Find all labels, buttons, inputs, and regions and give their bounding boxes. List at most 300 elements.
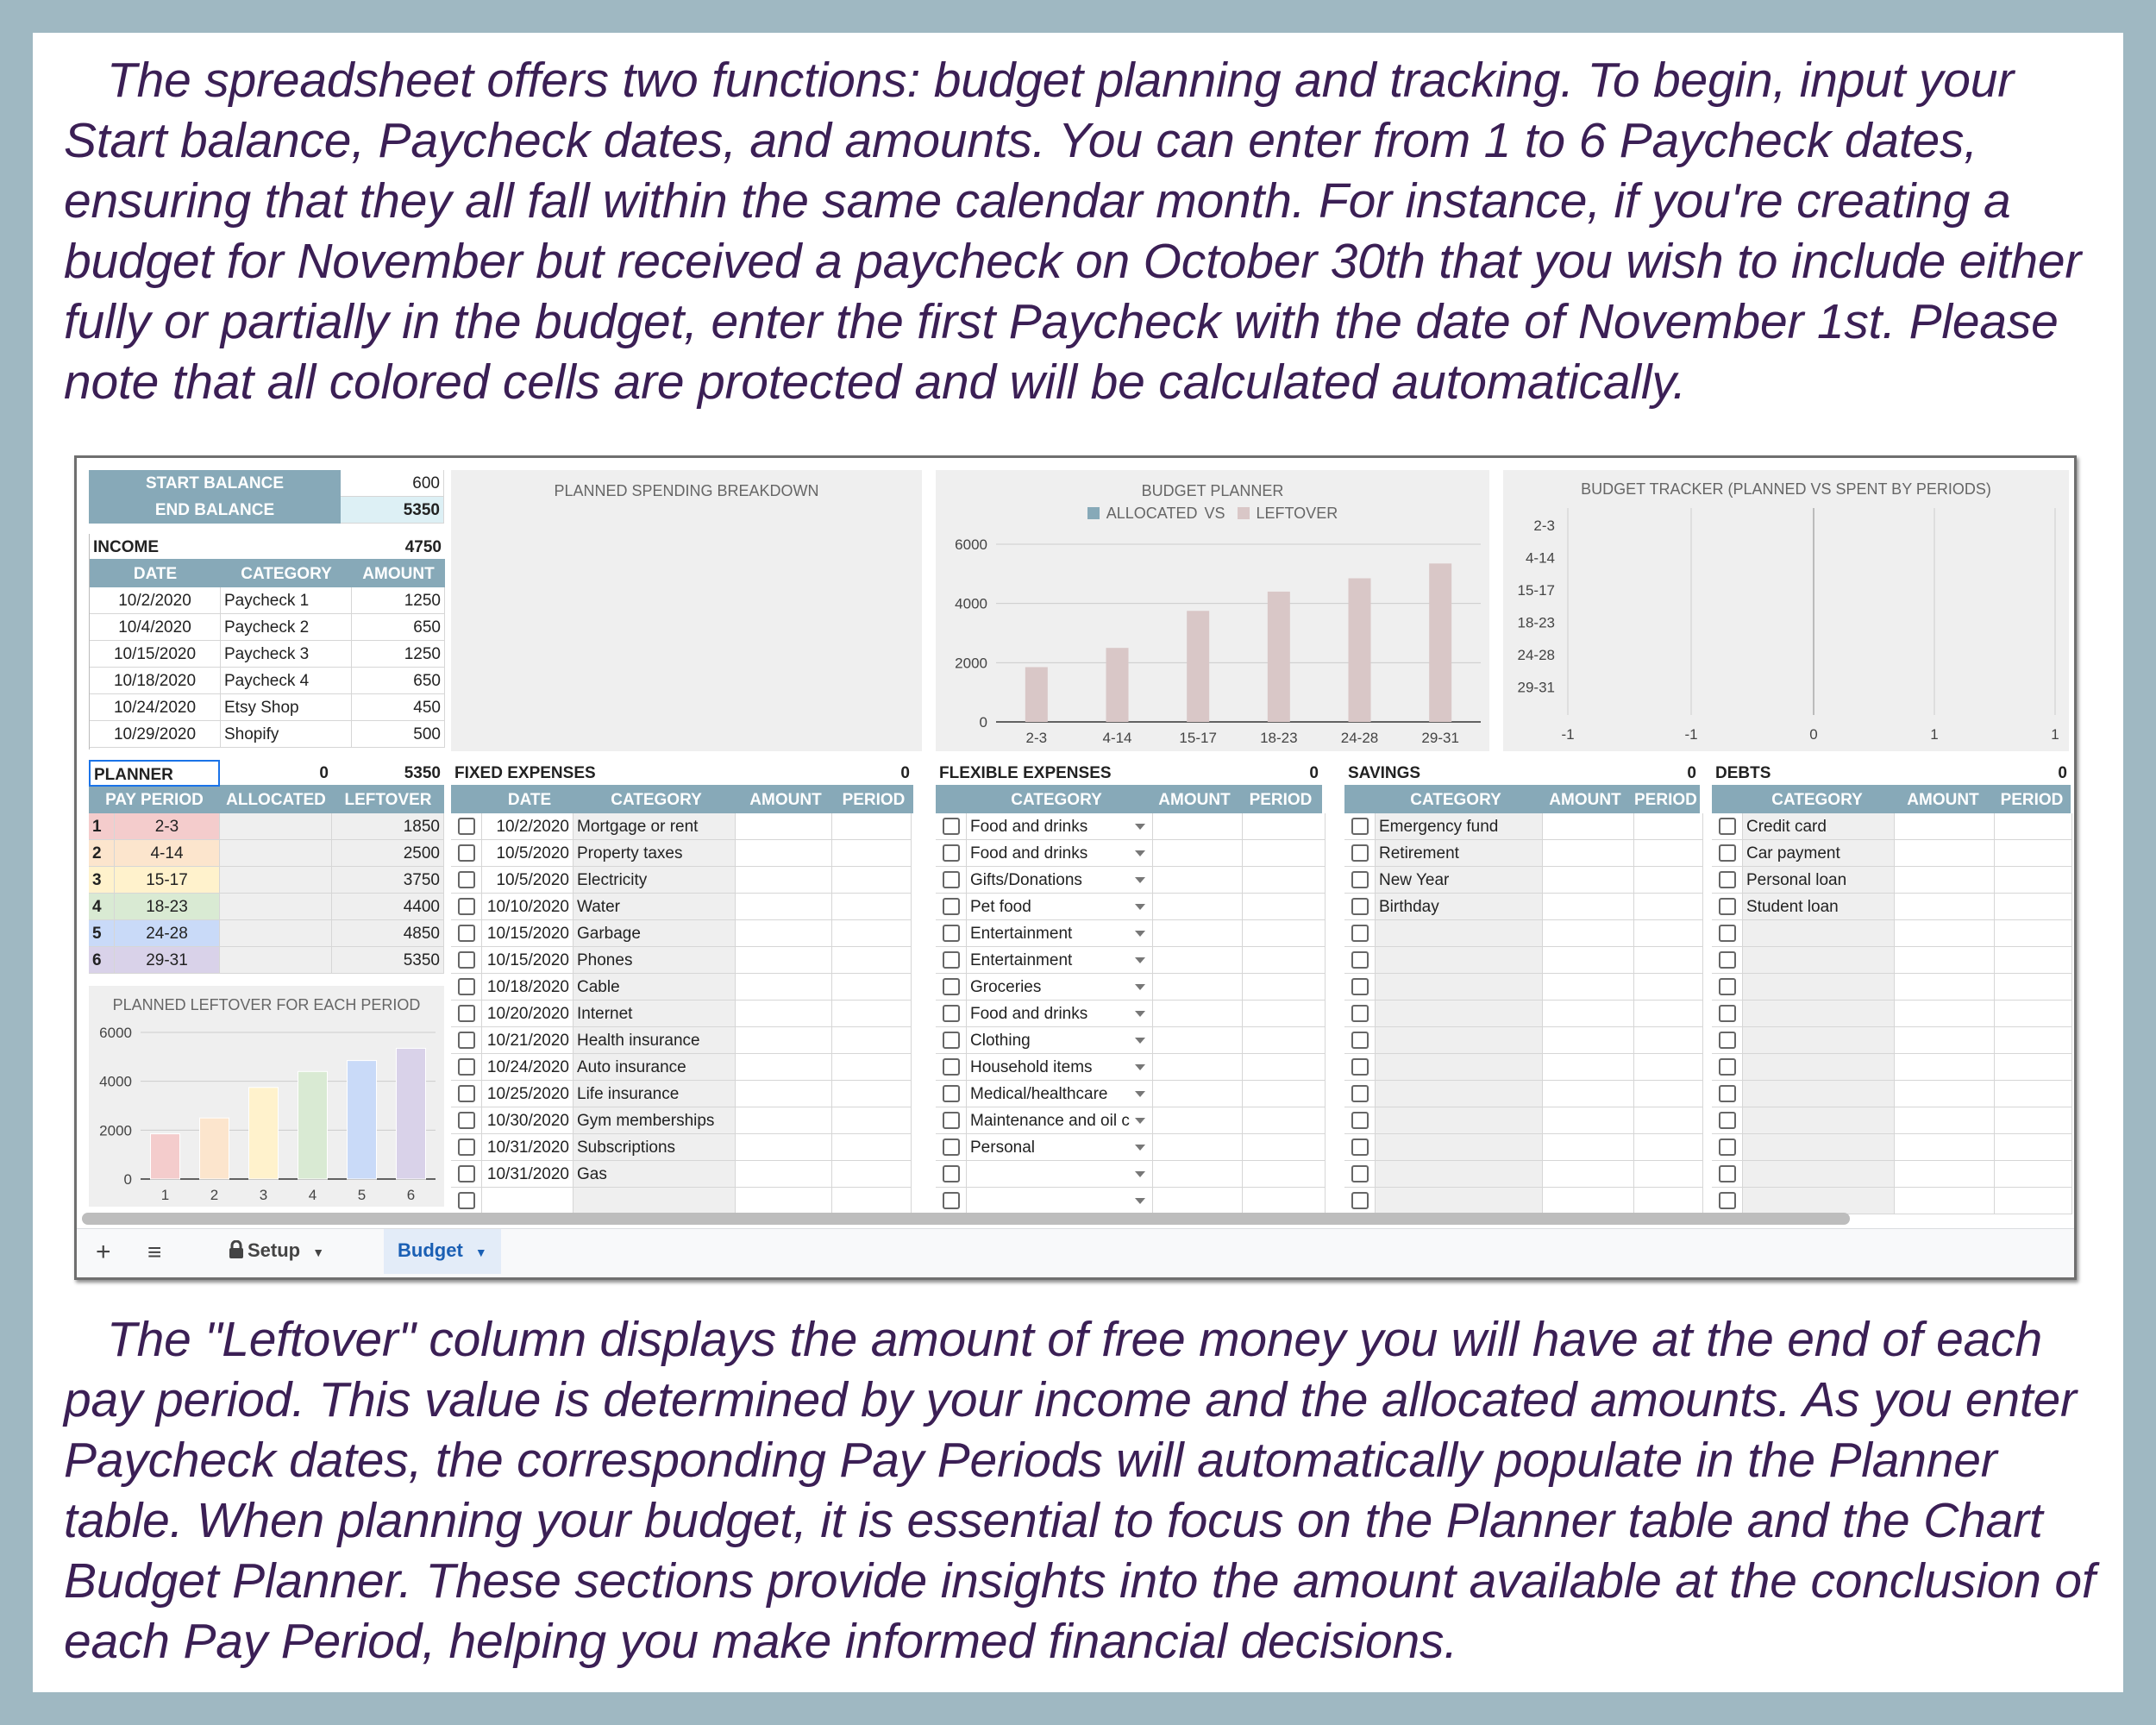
savings-category-cell[interactable] <box>1376 974 1543 1000</box>
dropdown-arrow-icon[interactable] <box>1135 1064 1145 1070</box>
savings-amount-cell[interactable] <box>1543 1188 1634 1214</box>
savings-category-cell[interactable] <box>1376 947 1543 974</box>
dropdown-arrow-icon[interactable] <box>1135 984 1145 990</box>
fixed-period-cell[interactable] <box>832 813 912 840</box>
income-category-cell[interactable]: Paycheck 2 <box>221 614 352 641</box>
debts-checkbox[interactable] <box>1712 920 1743 947</box>
flexible-checkbox[interactable] <box>936 867 967 894</box>
bar-4-14 <box>1106 648 1129 722</box>
fixed-amount-cell[interactable] <box>736 1054 832 1081</box>
fixed-date-cell[interactable]: 10/2/2020 <box>482 813 573 840</box>
income-amount-cell[interactable]: 650 <box>352 614 445 641</box>
income-date-cell[interactable]: 10/2/2020 <box>90 587 221 614</box>
flexible-period-cell[interactable] <box>1243 1000 1326 1027</box>
income-amount-cell[interactable]: 1250 <box>352 641 445 668</box>
fixed-row <box>451 1188 912 1214</box>
debts-checkbox[interactable] <box>1712 894 1743 920</box>
savings-period-cell[interactable] <box>1634 1188 1703 1214</box>
fixed-period-cell[interactable] <box>832 1107 912 1134</box>
debts-category-cell[interactable] <box>1743 1107 1895 1134</box>
savings-category-cell[interactable]: Emergency fund <box>1376 813 1543 840</box>
fixed-date-cell[interactable]: 10/5/2020 <box>482 840 573 867</box>
flexible-category-cell[interactable]: Food and drinks <box>967 1000 1153 1027</box>
fixed-category-cell[interactable]: Property taxes <box>573 840 736 867</box>
flexible-period-cell[interactable] <box>1243 947 1326 974</box>
debts-checkbox[interactable] <box>1712 1161 1743 1188</box>
debts-category-cell[interactable] <box>1743 1027 1895 1054</box>
debts-amount-cell[interactable] <box>1895 840 1995 867</box>
debts-period-cell[interactable] <box>1995 1081 2072 1107</box>
debts-period-cell[interactable] <box>1995 813 2072 840</box>
dropdown-arrow-icon[interactable] <box>1135 1171 1145 1177</box>
fixed-period-cell[interactable] <box>832 867 912 894</box>
savings-period-cell[interactable] <box>1634 974 1703 1000</box>
dropdown-arrow-icon[interactable] <box>1135 957 1145 963</box>
savings-checkbox[interactable] <box>1344 1107 1376 1134</box>
flexible-amount-cell[interactable] <box>1153 840 1243 867</box>
savings-checkbox[interactable] <box>1344 920 1376 947</box>
debts-amount-cell[interactable] <box>1895 1027 1995 1054</box>
flexible-period-cell[interactable] <box>1243 1161 1326 1188</box>
debts-amount-cell[interactable] <box>1895 894 1995 920</box>
flexible-checkbox[interactable] <box>936 1000 967 1027</box>
debts-checkbox[interactable] <box>1712 1081 1743 1107</box>
fixed-amount-cell[interactable] <box>736 813 832 840</box>
flexible-category-cell[interactable] <box>967 1188 1153 1214</box>
fixed-period-cell[interactable] <box>832 1134 912 1161</box>
savings-category-cell[interactable] <box>1376 1107 1543 1134</box>
savings-category-cell[interactable] <box>1376 1000 1543 1027</box>
dropdown-arrow-icon[interactable] <box>1135 1038 1145 1044</box>
fixed-period-cell[interactable] <box>832 1161 912 1188</box>
income-date-cell[interactable]: 10/24/2020 <box>90 694 221 721</box>
fixed-category-cell[interactable]: Gym memberships <box>573 1107 736 1134</box>
debts-amount-cell[interactable] <box>1895 1107 1995 1134</box>
start-balance-value[interactable]: 600 <box>341 470 444 497</box>
debts-checkbox[interactable] <box>1712 1107 1743 1134</box>
fixed-checkbox[interactable] <box>451 1027 482 1054</box>
debts-category-cell[interactable] <box>1743 1054 1895 1081</box>
debts-period-cell[interactable] <box>1995 974 2072 1000</box>
debts-amount-cell[interactable] <box>1895 1081 1995 1107</box>
fixed-date-cell[interactable]: 10/25/2020 <box>482 1081 573 1107</box>
savings-period-cell[interactable] <box>1634 813 1703 840</box>
fixed-checkbox[interactable] <box>451 1107 482 1134</box>
flexible-amount-cell[interactable] <box>1153 1081 1243 1107</box>
flexible-amount-cell[interactable] <box>1153 1161 1243 1188</box>
debts-checkbox[interactable] <box>1712 974 1743 1000</box>
flexible-amount-cell[interactable] <box>1153 1000 1243 1027</box>
dropdown-arrow-icon[interactable] <box>1135 1011 1145 1017</box>
debts-period-cell[interactable] <box>1995 1107 2072 1134</box>
flexible-period-cell[interactable] <box>1243 894 1326 920</box>
flexible-amount-cell[interactable] <box>1153 1134 1243 1161</box>
flexible-category-cell[interactable]: Food and drinks <box>967 840 1153 867</box>
savings-amount-cell[interactable] <box>1543 1161 1634 1188</box>
savings-amount-cell[interactable] <box>1543 1134 1634 1161</box>
flexible-category-cell[interactable] <box>967 1161 1153 1188</box>
debts-category-cell[interactable] <box>1743 974 1895 1000</box>
income-date-cell[interactable]: 10/4/2020 <box>90 614 221 641</box>
fixed-amount-cell[interactable] <box>736 974 832 1000</box>
savings-category-cell[interactable]: Retirement <box>1376 840 1543 867</box>
fixed-date-cell[interactable]: 10/31/2020 <box>482 1134 573 1161</box>
flexible-amount-cell[interactable] <box>1153 1054 1243 1081</box>
fixed-amount-cell[interactable] <box>736 840 832 867</box>
horizontal-scrollbar[interactable] <box>82 1213 1850 1225</box>
debts-category-cell[interactable]: Student loan <box>1743 894 1895 920</box>
fixed-checkbox[interactable] <box>451 947 482 974</box>
fixed-date-cell[interactable]: 10/18/2020 <box>482 974 573 1000</box>
fixed-amount-cell[interactable] <box>736 894 832 920</box>
fixed-amount-cell[interactable] <box>736 947 832 974</box>
savings-checkbox[interactable] <box>1344 1054 1376 1081</box>
fixed-category-cell[interactable]: Subscriptions <box>573 1134 736 1161</box>
fixed-date-cell[interactable]: 10/30/2020 <box>482 1107 573 1134</box>
savings-period-cell[interactable] <box>1634 1054 1703 1081</box>
fixed-category-cell[interactable]: Auto insurance <box>573 1054 736 1081</box>
fixed-checkbox[interactable] <box>451 920 482 947</box>
debts-period-cell[interactable] <box>1995 840 2072 867</box>
flexible-checkbox[interactable] <box>936 813 967 840</box>
debts-period-cell[interactable] <box>1995 920 2072 947</box>
savings-amount-cell[interactable] <box>1543 1107 1634 1134</box>
income-amount-cell[interactable]: 500 <box>352 721 445 748</box>
fixed-checkbox[interactable] <box>451 867 482 894</box>
flexible-checkbox[interactable] <box>936 1134 967 1161</box>
flexible-checkbox[interactable] <box>936 974 967 1000</box>
fixed-period-cell[interactable] <box>832 1027 912 1054</box>
debts-checkbox[interactable] <box>1712 840 1743 867</box>
debts-checkbox[interactable] <box>1712 1000 1743 1027</box>
fixed-category-cell[interactable]: Garbage <box>573 920 736 947</box>
debts-period-cell[interactable] <box>1995 1000 2072 1027</box>
debts-checkbox[interactable] <box>1712 1134 1743 1161</box>
dropdown-arrow-icon[interactable] <box>1135 1118 1145 1124</box>
savings-period-cell[interactable] <box>1634 1107 1703 1134</box>
debts-amount-cell[interactable] <box>1895 947 1995 974</box>
plus-icon[interactable]: + <box>96 1238 111 1266</box>
fixed-checkbox[interactable] <box>451 1081 482 1107</box>
flexible-period-cell[interactable] <box>1243 1188 1326 1214</box>
fixed-period-cell[interactable] <box>832 974 912 1000</box>
flexible-checkbox[interactable] <box>936 840 967 867</box>
savings-period-cell[interactable] <box>1634 840 1703 867</box>
flexible-checkbox[interactable] <box>936 1054 967 1081</box>
fixed-period-cell[interactable] <box>832 840 912 867</box>
savings-checkbox[interactable] <box>1344 1081 1376 1107</box>
savings-amount-cell[interactable] <box>1543 894 1634 920</box>
fixed-checkbox[interactable] <box>451 894 482 920</box>
fixed-category-cell[interactable]: Water <box>573 894 736 920</box>
income-row <box>90 614 445 641</box>
fixed-checkbox[interactable] <box>451 1161 482 1188</box>
flexible-period-cell[interactable] <box>1243 867 1326 894</box>
savings-amount-cell[interactable] <box>1543 1081 1634 1107</box>
savings-checkbox[interactable] <box>1344 1134 1376 1161</box>
savings-amount-cell[interactable] <box>1543 920 1634 947</box>
debts-category-cell[interactable]: Personal loan <box>1743 867 1895 894</box>
debts-checkbox[interactable] <box>1712 1027 1743 1054</box>
flexible-checkbox[interactable] <box>936 1188 967 1214</box>
fixed-checkbox[interactable] <box>451 1188 482 1214</box>
fixed-category-cell[interactable]: Phones <box>573 947 736 974</box>
fixed-period-cell[interactable] <box>832 920 912 947</box>
debts-period-cell[interactable] <box>1995 867 2072 894</box>
flexible-amount-cell[interactable] <box>1153 1188 1243 1214</box>
flexible-category-cell[interactable]: Household items <box>967 1054 1153 1081</box>
debts-checkbox[interactable] <box>1712 1054 1743 1081</box>
savings-checkbox[interactable] <box>1344 813 1376 840</box>
flexible-period-cell[interactable] <box>1243 813 1326 840</box>
savings-category-cell[interactable] <box>1376 1081 1543 1107</box>
fixed-period-cell[interactable] <box>832 1054 912 1081</box>
fixed-checkbox[interactable] <box>451 840 482 867</box>
flexible-category-cell[interactable]: Entertainment <box>967 920 1153 947</box>
flexible-amount-cell[interactable] <box>1153 1107 1243 1134</box>
dropdown-arrow-icon[interactable] <box>1135 904 1145 910</box>
debts-category-cell[interactable] <box>1743 1134 1895 1161</box>
dropdown-arrow-icon[interactable] <box>1135 877 1145 883</box>
fixed-checkbox[interactable] <box>451 813 482 840</box>
savings-category-cell[interactable]: New Year <box>1376 867 1543 894</box>
dropdown-arrow-icon[interactable] <box>1135 1198 1145 1204</box>
savings-checkbox[interactable] <box>1344 840 1376 867</box>
savings-period-cell[interactable] <box>1634 920 1703 947</box>
fixed-checkbox[interactable] <box>451 1054 482 1081</box>
savings-amount-cell[interactable] <box>1543 947 1634 974</box>
fixed-category-cell[interactable]: Gas <box>573 1161 736 1188</box>
fixed-category-cell[interactable] <box>573 1188 736 1214</box>
flexible-checkbox[interactable] <box>936 1081 967 1107</box>
debts-period-cell[interactable] <box>1995 1027 2072 1054</box>
debts-checkbox[interactable] <box>1712 813 1743 840</box>
debts-amount-cell[interactable] <box>1895 1000 1995 1027</box>
flexible-amount-cell[interactable] <box>1153 974 1243 1000</box>
savings-amount-cell[interactable] <box>1543 1000 1634 1027</box>
fixed-date-cell[interactable]: 10/5/2020 <box>482 867 573 894</box>
savings-amount-cell[interactable] <box>1543 867 1634 894</box>
fixed-period-cell[interactable] <box>832 1081 912 1107</box>
debts-category-cell[interactable] <box>1743 1188 1895 1214</box>
savings-amount-cell[interactable] <box>1543 974 1634 1000</box>
savings-amount-cell[interactable] <box>1543 1027 1634 1054</box>
fixed-amount-cell[interactable] <box>736 1161 832 1188</box>
savings-category-cell[interactable] <box>1376 1134 1543 1161</box>
fixed-category-cell[interactable]: Life insurance <box>573 1081 736 1107</box>
savings-category-cell[interactable] <box>1376 1188 1543 1214</box>
fixed-period-cell[interactable] <box>832 947 912 974</box>
fixed-amount-cell[interactable] <box>736 1081 832 1107</box>
fixed-amount-cell[interactable] <box>736 1107 832 1134</box>
fixed-amount-cell[interactable] <box>736 920 832 947</box>
savings-amount-cell[interactable] <box>1543 1054 1634 1081</box>
savings-period-cell[interactable] <box>1634 1027 1703 1054</box>
savings-category-cell[interactable] <box>1376 920 1543 947</box>
flexible-category-cell[interactable]: Entertainment <box>967 947 1153 974</box>
savings-category-cell[interactable] <box>1376 1027 1543 1054</box>
debts-period-cell[interactable] <box>1995 1134 2072 1161</box>
flexible-checkbox[interactable] <box>936 920 967 947</box>
fixed-checkbox[interactable] <box>451 974 482 1000</box>
savings-category-cell[interactable] <box>1376 1054 1543 1081</box>
menu-lines-icon[interactable]: ≡ <box>147 1239 162 1265</box>
savings-amount-cell[interactable] <box>1543 813 1634 840</box>
flexible-checkbox[interactable] <box>936 1107 967 1134</box>
flexible-category-cell[interactable]: Pet food <box>967 894 1153 920</box>
fixed-amount-cell[interactable] <box>736 1027 832 1054</box>
flexible-period-cell[interactable] <box>1243 1081 1326 1107</box>
savings-checkbox[interactable] <box>1344 947 1376 974</box>
flexible-category-cell[interactable]: Groceries <box>967 974 1153 1000</box>
debts-checkbox[interactable] <box>1712 867 1743 894</box>
fixed-date-cell[interactable]: 10/31/2020 <box>482 1161 573 1188</box>
dropdown-arrow-icon[interactable] <box>1135 850 1145 856</box>
flexible-period-cell[interactable] <box>1243 974 1326 1000</box>
flexible-amount-cell[interactable] <box>1153 813 1243 840</box>
savings-period-cell[interactable] <box>1634 1081 1703 1107</box>
flexible-category-cell[interactable]: Food and drinks <box>967 813 1153 840</box>
debts-amount-cell[interactable] <box>1895 920 1995 947</box>
flexible-section-row <box>936 760 1322 787</box>
tab-budget[interactable] <box>384 1229 501 1274</box>
debts-amount-cell[interactable] <box>1895 1161 1995 1188</box>
debts-checkbox[interactable] <box>1712 947 1743 974</box>
fixed-checkbox[interactable] <box>451 1000 482 1027</box>
debts-amount-cell[interactable] <box>1895 867 1995 894</box>
fixed-date-cell[interactable] <box>482 1188 573 1214</box>
debts-period-cell[interactable] <box>1995 947 2072 974</box>
debts-checkbox[interactable] <box>1712 1188 1743 1214</box>
debts-amount-cell[interactable] <box>1895 1188 1995 1214</box>
dropdown-arrow-icon[interactable] <box>1135 1145 1145 1151</box>
savings-checkbox[interactable] <box>1344 1000 1376 1027</box>
debts-amount-cell[interactable] <box>1895 974 1995 1000</box>
income-category-cell[interactable]: Paycheck 1 <box>221 587 352 614</box>
debts-period-cell[interactable] <box>1995 1161 2072 1188</box>
debts-category-cell[interactable] <box>1743 920 1895 947</box>
fixed-amount-cell[interactable] <box>736 1000 832 1027</box>
fixed-period-cell[interactable] <box>832 894 912 920</box>
income-category-cell[interactable]: Shopify <box>221 721 352 748</box>
fixed-date-cell[interactable]: 10/10/2020 <box>482 894 573 920</box>
fixed-category-cell[interactable]: Mortgage or rent <box>573 813 736 840</box>
debts-category-cell[interactable]: Car payment <box>1743 840 1895 867</box>
income-category-cell[interactable]: Paycheck 4 <box>221 668 352 694</box>
savings-category-cell[interactable]: Birthday <box>1376 894 1543 920</box>
savings-checkbox[interactable] <box>1344 1188 1376 1214</box>
fixed-period-cell[interactable] <box>832 1000 912 1027</box>
savings-checkbox[interactable] <box>1344 867 1376 894</box>
fixed-category-cell[interactable]: Electricity <box>573 867 736 894</box>
savings-period-cell[interactable] <box>1634 894 1703 920</box>
income-category-cell[interactable]: Paycheck 3 <box>221 641 352 668</box>
savings-checkbox[interactable] <box>1344 1161 1376 1188</box>
flexible-period-cell[interactable] <box>1243 1107 1326 1134</box>
savings-period-cell[interactable] <box>1634 947 1703 974</box>
flexible-amount-cell[interactable] <box>1153 894 1243 920</box>
flexible-category-cell[interactable]: Medical/healthcare <box>967 1081 1153 1107</box>
flexible-amount-cell[interactable] <box>1153 947 1243 974</box>
flexible-period-cell[interactable] <box>1243 1027 1326 1054</box>
flexible-category-cell[interactable]: Clothing <box>967 1027 1153 1054</box>
fixed-category-cell[interactable]: Health insurance <box>573 1027 736 1054</box>
savings-category-cell[interactable] <box>1376 1161 1543 1188</box>
savings-period-cell[interactable] <box>1634 867 1703 894</box>
debts-row <box>1712 867 2072 894</box>
fixed-date-cell[interactable]: 10/15/2020 <box>482 947 573 974</box>
flexible-amount-cell[interactable] <box>1153 920 1243 947</box>
fixed-category-cell[interactable]: Internet <box>573 1000 736 1027</box>
savings-period-cell[interactable] <box>1634 1000 1703 1027</box>
tab-setup[interactable] <box>215 1229 338 1274</box>
flexible-checkbox[interactable] <box>936 947 967 974</box>
debts-amount-cell[interactable] <box>1895 813 1995 840</box>
debts-category-cell[interactable] <box>1743 1081 1895 1107</box>
savings-amount-cell[interactable] <box>1543 840 1634 867</box>
savings-checkbox[interactable] <box>1344 1027 1376 1054</box>
fixed-amount-cell[interactable] <box>736 1134 832 1161</box>
flexible-period-cell[interactable] <box>1243 1054 1326 1081</box>
savings-checkbox[interactable] <box>1344 894 1376 920</box>
flexible-category-cell[interactable]: Personal <box>967 1134 1153 1161</box>
savings-period-cell[interactable] <box>1634 1134 1703 1161</box>
income-amount-cell[interactable]: 1250 <box>352 587 445 614</box>
flexible-category-cell[interactable]: Maintenance and oil c <box>967 1107 1153 1134</box>
flexible-period-cell[interactable] <box>1243 920 1326 947</box>
dropdown-arrow-icon[interactable] <box>1135 1091 1145 1097</box>
debts-amount-cell[interactable] <box>1895 1054 1995 1081</box>
debts-amount-cell[interactable] <box>1895 1134 1995 1161</box>
fixed-amount-cell[interactable] <box>736 1188 832 1214</box>
flexible-checkbox[interactable] <box>936 1027 967 1054</box>
dropdown-arrow-icon[interactable] <box>1135 824 1145 830</box>
flexible-checkbox[interactable] <box>936 894 967 920</box>
debts-period-cell[interactable] <box>1995 1054 2072 1081</box>
fixed-date-cell[interactable]: 10/24/2020 <box>482 1054 573 1081</box>
income-category-cell[interactable]: Etsy Shop <box>221 694 352 721</box>
income-date-cell[interactable]: 10/15/2020 <box>90 641 221 668</box>
planner-label[interactable]: PLANNER <box>89 760 220 787</box>
income-amount-cell[interactable]: 650 <box>352 668 445 694</box>
savings-period-cell[interactable] <box>1634 1161 1703 1188</box>
debts-period-cell[interactable] <box>1995 1188 2072 1214</box>
debts-period-cell[interactable] <box>1995 894 2072 920</box>
income-amount-cell[interactable]: 450 <box>352 694 445 721</box>
debts-category-cell[interactable] <box>1743 1161 1895 1188</box>
flexible-amount-cell[interactable] <box>1153 867 1243 894</box>
flexible-checkbox[interactable] <box>936 1161 967 1188</box>
fixed-date-cell[interactable]: 10/15/2020 <box>482 920 573 947</box>
dropdown-arrow-icon[interactable] <box>1135 931 1145 937</box>
fixed-date-cell[interactable]: 10/21/2020 <box>482 1027 573 1054</box>
savings-checkbox[interactable] <box>1344 974 1376 1000</box>
fixed-period-cell[interactable] <box>832 1188 912 1214</box>
fixed-amount-cell[interactable] <box>736 867 832 894</box>
debts-category-cell[interactable] <box>1743 1000 1895 1027</box>
flexible-period-cell[interactable] <box>1243 840 1326 867</box>
fixed-date-cell[interactable]: 10/20/2020 <box>482 1000 573 1027</box>
flexible-amount-cell[interactable] <box>1153 1027 1243 1054</box>
income-date-cell[interactable]: 10/18/2020 <box>90 668 221 694</box>
debts-category-cell[interactable]: Credit card <box>1743 813 1895 840</box>
fixed-category-cell[interactable]: Cable <box>573 974 736 1000</box>
flexible-period-cell[interactable] <box>1243 1134 1326 1161</box>
income-date-cell[interactable]: 10/29/2020 <box>90 721 221 748</box>
fixed-checkbox[interactable] <box>451 1134 482 1161</box>
debts-category-cell[interactable] <box>1743 947 1895 974</box>
flexible-category-cell[interactable]: Gifts/Donations <box>967 867 1153 894</box>
